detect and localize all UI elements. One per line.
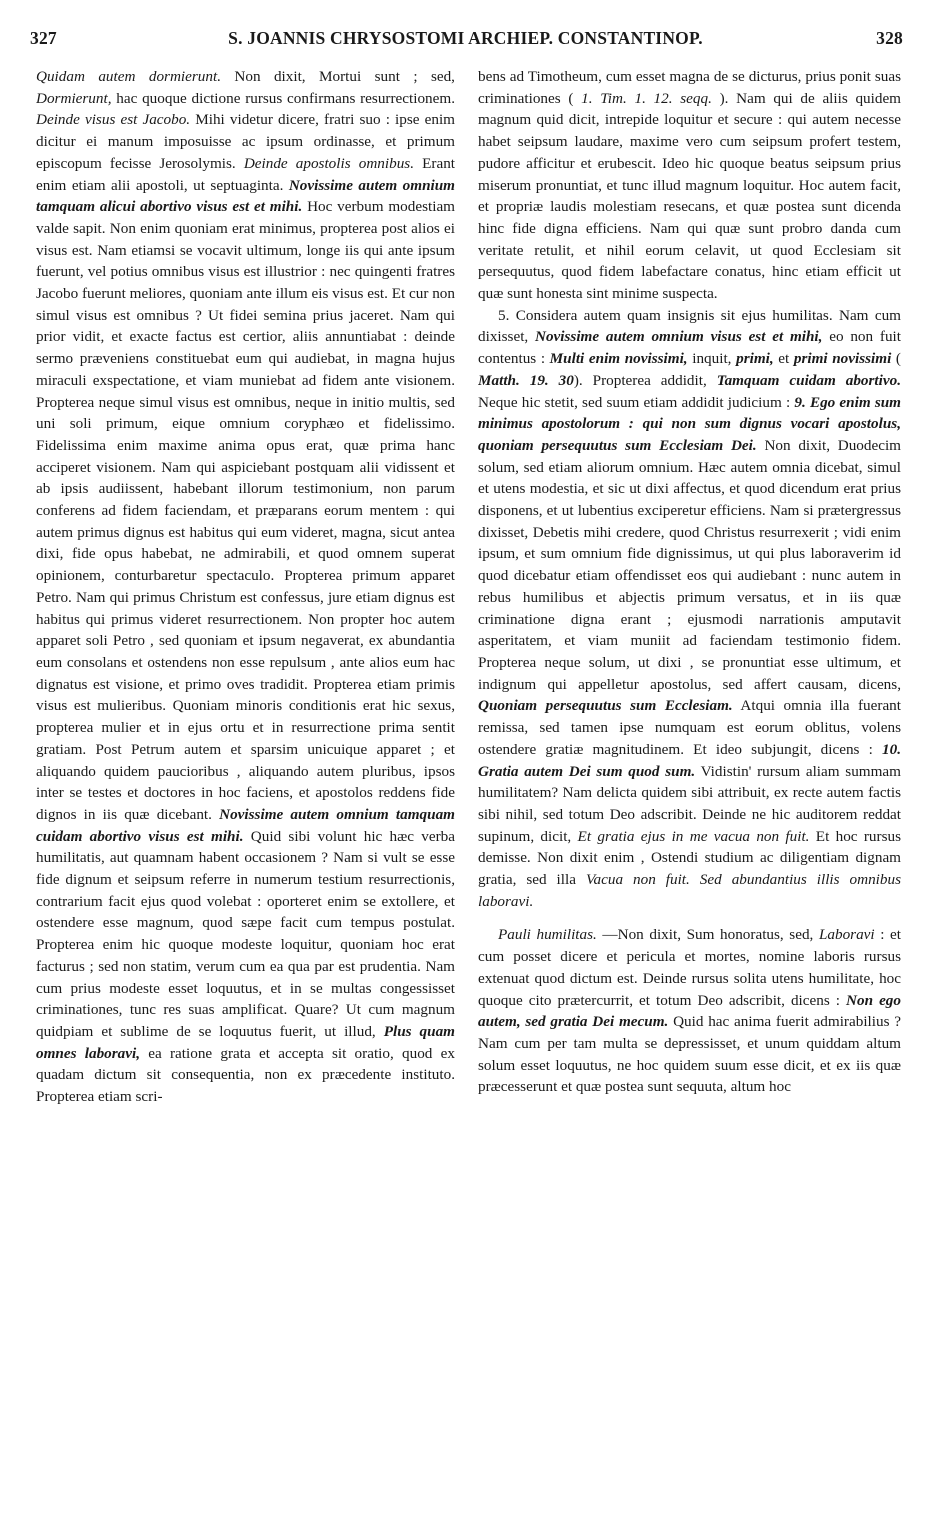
text-run: ( xyxy=(891,350,901,368)
emphasized-text: Plus quam omnes laboravi, xyxy=(36,1022,455,1062)
emphasized-text: Novissime autem omnium tamquam cuidam abortivo visus est mihi. xyxy=(36,805,455,845)
emphasized-text: Novissime autem omnium tamquam alicui abortivo visus est et mihi. xyxy=(36,176,455,216)
text-run: bens ad Timotheum, cum esset magna de se dicturus, prius ponit suas criminationes ( xyxy=(478,68,901,107)
text-run: Quid hac anima fuerit admirabilius ? Nam cum per tam multa se depressisset, et unum quiddam altum solum esset loquutus, ne hoc quidem suum esse dicit, et ex iis quæ præcesserunt et quæ postea sunt sequuta, altum hoc xyxy=(478,1013,901,1096)
emphasized-text: Vacua non fuit. Sed abundantius illis omnibus laboravi. xyxy=(478,871,901,910)
right-column xyxy=(478,66,901,1526)
text-run: Neque hic stetit, sed suum etiam addidit judicium : xyxy=(478,393,795,411)
text-run: hac quoque dictione rursus confirmans resurrectionem. xyxy=(111,89,455,107)
emphasized-text: Quoniam persequutus sum Ecclesiam. xyxy=(478,697,733,715)
text-run: eo non fuit contentus : xyxy=(478,328,901,368)
text-run: Non dixit, Duodecim solum, sed etiam aliorum omnium. Hæc autem omnia dicebat, simul et utens modestia, et sic ut dixi affectus, et quod dicendum erat prius disponens, et ut lubentius exciperetur efficiens. Nam si prætergressus dixisset, Debetis mihi credere, quod Christus resurrexerit ; vidi enim ipsum, et sum omnium fide dignissimus, ut qui plus laboraverim id quod dicebatur etiam offendisset eos qui audiebant : nunc autem in rebus humilibus et abjectis primum versatus, et in iis quæ criminatione digna erant ; ejusmodi narrationis amputavit asperitatem, et viam muniit ad faciendam testimonio fidem. Propterea neque solum, ut dixi , se pronuntiat esse ultimum, et indignum qui appelletur apostolus, sed affert causam, dicens, xyxy=(478,436,901,693)
text-run: Et hoc rursus demisse. Non dixit enim , Ostendi studium ac diligentiam dignam gratia, sed illa xyxy=(478,827,901,889)
text-run: : et cum posset dicere et pericula et mortes, nomine laboris rursus extenuat quod dictum est. Deinde rursus solita utens humilitate, hoc quoque cito prætercurrit, et totum Deo adscribit, dicens : xyxy=(478,926,901,1009)
text-run: ). Nam qui de aliis quidem magnum quid dicit, intrepide loquitur et secure : qui autem necesse habet seipsum laudare, maxime vero cum seipsum profert testem, pudore afficitur et erubescit. Ideo hic quoque beatus seipsum prius miserum pronuntiat, et tunc illud magnum loquitur. Hoc autem facit, et propriæ laudis molestiam resecans, et quæ postea sunt dicenda hinc fide digna efficiens. Nam qui quæ sunt probro danda cum veritate retulit, et nihil eorum celavit, ut quod Ecclesiam sit persequutus, quod fidem labefactare conatus, hinc etiam efficit ut quæ sunt honesta sint minime suspecta. xyxy=(478,89,901,303)
running-title: S. JOANNIS CHRYSOSTOMI ARCHIEP. CONSTANTINOP. xyxy=(228,28,703,48)
text-run: ). Propterea addidit, xyxy=(573,371,717,389)
paragraph xyxy=(478,924,901,1098)
text-run: Hoc verbum modestiam valde sapit. Non enim quoniam erat minimus, propterea post alios ei visus est. Nam etiamsi se vocavit ultimum, longe iis qui ante ipsum fuerunt, vel potius omnibus visus est illustrior : nec quingenti fratres Jacobo fuerunt meliores, quoniam ante illum eis visus est. Et cur non simul visus est omnibus ? Ut fidei semina prius jaceret. Nam qui prior vidit, et exacte factus est certior, aliis annuntiabat : deinde sermo præveniens constituebat eum qui audiebat, in magna hujus miraculi exspectatione, et viam muniebat ad fidem ante visionem. Propterea neque simul visus est omnibus, neque in initio multis, sed uni soli primum, eique omnium coryphæo et fidelissimo. Fidelissima enim maxime anima opus erat, quæ prima hanc acciperet visionem. Nam qui aspiciebant postquam alii vidissent et ab ipsis audiissent, habebant illorum testimonium, non parum conferens ad fidem faciendam, et præparans eorum mentem : qui autem primus dignus est habitus qui eum videret, magna, sicut antea dixi, fide opus habebat, ne admirabili, et quod omnem superat opinionem, conturbaretur spectaculo. Propterea primum apparet Petro. Nam qui primus Christum est confessus, jure etiam dignus est habitus qui primus videret resurrectionem. Non propter hoc autem apparet soli Petro , sed quoniam et ipsum negaverat, ex abundantia eum consolans et ostendens non esse repulsum , ante alios eum hac dignatus est visione, et primo oves tradidit. Propterea etiam primis visus est mulieribus. Quoniam minoris conditionis erat hic sexus, propterea mulier et in ejus ortu et in resurrectione prima sentit gratiam. Post Petrum autem et sparsim unicuique apparet ; et aliquando quidem paucioribus , aliquando autem pluribus, ipsos inter se testes et doctores in hoc faciens, et apostolos reddens fide dignos in iis quæ dicebant. xyxy=(36,198,455,823)
text-run: Atqui omnia illa fuerant remissa, sed tamen ipse numquam est eorum oblitus, volens ostendere gratiæ magnitudinem. Et ideo subjungit, dicens : xyxy=(478,697,901,758)
text-run: Vidistin' rursum aliam summam humilitatem? Nam delicta quidem sibi attribuit, ex recte autem factis sibi nihil, sed totum Deo adscribit. Deinde ne hic auditorem reddat supinum, dicit, xyxy=(478,762,901,845)
paragraph xyxy=(478,305,901,913)
text-run: —Non dixit, Sum honoratus, sed, xyxy=(596,926,819,944)
emphasized-text: primi, xyxy=(736,350,774,368)
emphasized-text: Deinde apostolis omnibus. xyxy=(243,154,415,172)
emphasized-text: Pauli humilitas. xyxy=(498,926,597,944)
text-run: et xyxy=(773,350,794,368)
emphasized-text: Non ego autem, sed gratia Dei mecum. xyxy=(478,991,901,1031)
paragraph xyxy=(36,66,455,1108)
text-run: ea ratione grata et accepta sit oratio, quod ex quadam dictum sit consequentia, non ex præcedente instituto. Propterea etiam scri- xyxy=(36,1044,455,1106)
emphasized-text: 9. Ego enim sum minimus apostolorum : qui non sum dignus vocari apostolus, quoniam persequutus sum Ecclesiam Dei. xyxy=(478,393,901,454)
running-header xyxy=(28,28,903,54)
text-run: Erant enim etiam alii apostoli, ut septuaginta. xyxy=(36,154,455,194)
text-run: inquit, xyxy=(687,350,737,368)
emphasized-text: 1. Tim. 1. 12. seqq. xyxy=(581,89,712,107)
paragraph xyxy=(478,66,901,305)
emphasized-text: Deinde visus est Jacobo. xyxy=(36,111,191,129)
emphasized-text: Et gratia ejus in me vacua non fuit. xyxy=(577,827,810,845)
text-run: Non dixit, Mortui sunt ; sed, xyxy=(221,68,455,85)
page-number-right: 328 xyxy=(876,28,903,48)
text-run: 5. Considera autem quam insignis sit ejus humilitas. Nam cum dixisset, xyxy=(478,306,901,346)
emphasized-text: Multi enim novissimi, xyxy=(549,350,688,368)
emphasized-text: Quidam autem dormierunt. xyxy=(36,68,221,85)
emphasized-text: Dormierunt, xyxy=(36,89,112,107)
emphasized-text: 10. Gratia autem Dei sum quod sum. xyxy=(478,740,901,780)
emphasized-text: primi novissimi xyxy=(793,350,892,368)
emphasized-text: Matth. 19. 30 xyxy=(478,371,574,389)
text-run: Quid sibi volunt hic hæc verba humilitatis, aut quamnam habent occasionem ? Nam si vult se esse fide dignum et seipsum referre in numerum testium resurrectionis, contrarium facit ejus quod volebat : oporteret enim se extollere, et ostendere esse magnum, quod sæpe facit cum tempus postulat. Propterea enim hic quoque modeste loquitur, quoniam hoc erat facturus ; sed non statim, verum cum ea qua par est prudentia. Nam cum prius modeste esset loquutus, et in se multas congessisset criminationes, tunc res suas amplificat. Quare? Ut cum magnum quidpiam et sublime de se loquutus fuerit, ut illud, xyxy=(36,827,455,1040)
emphasized-text: Tamquam cuidam abortivo. xyxy=(716,371,901,389)
text-run: Mihi videtur dicere, fratri suo : ipse enim dicitur ei manum imposuisse ac ipsum ordinasse, et primum episcopum fecisse Jerosolymis. xyxy=(36,111,455,172)
left-column xyxy=(36,66,455,1526)
emphasized-text: Laboravi xyxy=(818,926,875,944)
emphasized-text: Novissime autem omnium visus est et mihi, xyxy=(534,328,823,346)
page-number-left: 327 xyxy=(30,28,57,48)
